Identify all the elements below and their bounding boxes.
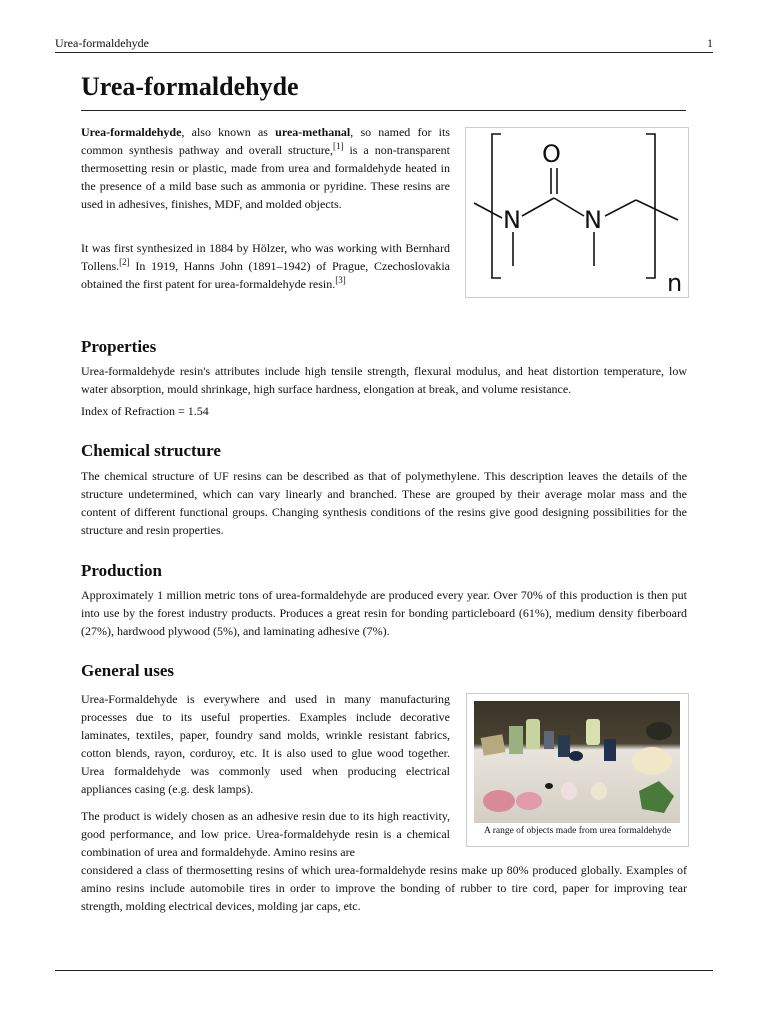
intro-text: , so named for its common synthesis pathway and overall structure, — [81, 125, 450, 157]
bond-c-n2 — [554, 198, 584, 216]
running-header — [55, 36, 713, 51]
heading-properties: Properties — [81, 337, 157, 356]
intro-paragraph-2 — [81, 239, 450, 293]
reference-1[interactable]: [1] — [333, 141, 344, 151]
term-urea-methanal: urea-methanal — [275, 125, 351, 139]
refraction-index: Index of Refraction = 1.54 — [81, 404, 209, 418]
bond-left-chain — [474, 203, 502, 218]
objects-photo — [474, 701, 680, 823]
production-paragraph: Approximately 1 million metric tons of urea-formaldehyde are produced every year. Over 70% of this production is then put into use by the forest industry products. Produces a great resin for bonding particleboard (61%), medium density fiberboard (27%), hardwood plywood (5%), and laminating adhesive (7%). — [81, 588, 687, 638]
chemical-structure-figure — [465, 127, 689, 298]
reference-3[interactable]: [3] — [335, 275, 346, 285]
urea-formaldehyde-structure-diagram — [466, 128, 688, 297]
bond-n2-ch2 — [605, 200, 636, 216]
general-uses-paragraph-1: Urea-Formaldehyde is everywhere and used in many manufacturing processes due to its useful properties. Examples include decorative laminates, textiles, paper, foundry sand molds, wrinkle resistant fabrics, cotton blends, rayon, corduroy, etc. It is also used to glue wood together. Urea formaldehyde was commonly used when producing electrical appliances casing (e.g. desk lamps). — [81, 692, 450, 796]
nitrogen-label-2: N — [584, 206, 602, 234]
footer-rule — [55, 970, 713, 971]
reference-2[interactable]: [2] — [119, 257, 130, 267]
figure-caption: A range of objects made from urea formaldehyde — [483, 826, 672, 836]
page-title: Urea-formaldehyde — [81, 72, 299, 101]
properties-paragraph: Urea-formaldehyde resin's attributes include high tensile strength, flexural modulus, and heat distortion temperature, low water absorption, mould shrinkage, high surface hardness, elongation at break, and volume resistance. — [81, 364, 687, 396]
bond-right-chain — [636, 200, 678, 220]
intro-text: It was first synthesized in 1884 by Hölzer, who was working with Bernhard Tollens. — [81, 241, 450, 273]
objects-figure — [466, 693, 689, 847]
running-title: Urea-formaldehyde — [55, 36, 149, 50]
header-rule — [55, 52, 713, 53]
repeat-subscript: n — [667, 269, 683, 297]
intro-text: In 1919, Hanns John (1891–1942) of Prague, Czechoslovakia obtained the first patent for urea-formaldehyde resin. — [81, 259, 450, 291]
intro-paragraph-1 — [81, 123, 450, 213]
general-uses-paragraph-2-cont: considered a class of thermosetting resins of which urea-formaldehyde resins make up 80% produced globally. Examples of amino resins include automobile tires in order to improve the bonding of rubber to tire cord, paper for improving tear strength, molding electrical devices, molding jar caps, etc. — [81, 863, 687, 913]
page-number: 1 — [707, 36, 713, 50]
oxygen-label: O — [542, 140, 561, 168]
nitrogen-label-1: N — [503, 206, 521, 234]
intro-text: is a non-transparent thermosetting resin or plastic, made from urea and formaldehyde heated in the presence of a mild base such as ammonia or pyridine. These resins are used in adhesives, finishes, MDF, and molded objects. — [81, 143, 450, 211]
title-rule — [81, 110, 686, 111]
general-uses-paragraph-2: The product is widely chosen as an adhesive resin due to its high reactivity, good performance, and low price. Urea-formaldehyde resin is a chemical combination of urea and formaldehyde. Amino resins are — [81, 809, 450, 859]
term-urea-formaldehyde: Urea-formaldehyde — [81, 125, 182, 139]
bond-n1-c — [522, 198, 554, 216]
left-bracket — [492, 134, 501, 278]
intro-text: , also known as — [181, 125, 276, 139]
heading-chemical-structure: Chemical structure — [81, 441, 221, 460]
heading-general-uses: General uses — [81, 661, 175, 680]
heading-production: Production — [81, 561, 162, 580]
chemical-structure-paragraph: The chemical structure of UF resins can be described as that of polymethylene. This description leaves the details of the structure undetermined, which can vary linearly and branched. These are grouped by their average molar mass and the content of different functional groups. Changing synthesis conditions of the resins give good designing possibilities for the structure and resin properties. — [81, 469, 687, 537]
